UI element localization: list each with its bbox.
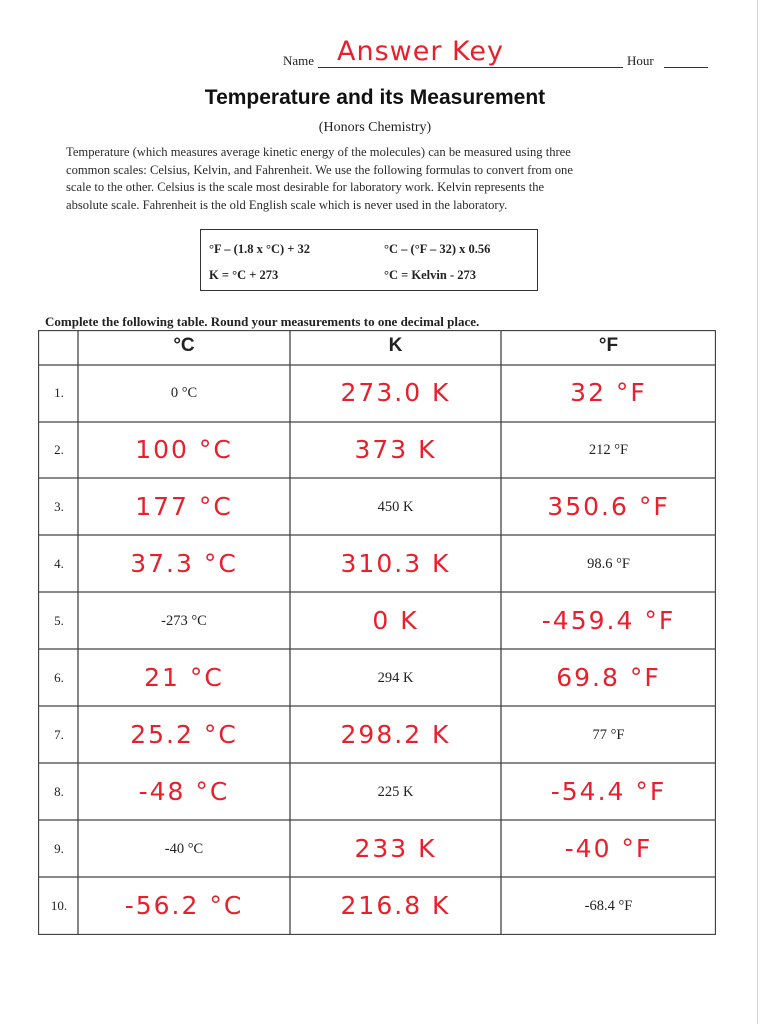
hour-line [664,67,708,68]
cell-fahrenheit-handwritten: -40 °F [564,834,653,863]
cell-kelvin-handwritten: 298.2 K [340,720,451,749]
formula-kelvin: K = °C + 273 [209,268,279,282]
row-number: 4. [54,556,64,571]
name-hour-row [283,36,713,74]
header-celsius: °C [173,335,195,356]
row-number: 3. [54,499,64,514]
formula-fahrenheit: °F – (1.8 x °C) + 32 [209,242,311,256]
cell-fahrenheit-handwritten: 69.8 °F [556,663,661,692]
worksheet-subtitle: (Honors Chemistry) [318,120,432,135]
row-number: 9. [54,841,64,856]
cell-celsius-handwritten: 21 °C [144,663,224,692]
cell-fahrenheit: 98.6 °F [587,556,630,572]
cell-fahrenheit-handwritten: -459.4 °F [541,606,676,635]
intro-paragraph [66,144,666,214]
row-number: 6. [54,670,64,685]
formula-celsius-from-kelvin: °C = Kelvin - 273 [384,268,476,282]
header-kelvin: K [388,335,403,356]
hour-label: Hour [627,53,654,68]
cell-fahrenheit: 77 °F [592,727,625,743]
cell-celsius-handwritten: 100 °C [135,435,233,464]
cell-celsius-handwritten: 177 °C [135,492,233,521]
cell-celsius-handwritten: -48 °C [138,777,230,806]
worksheet-title: Temperature and its Measurement [204,86,546,109]
intro-line: absolute scale. Fahrenheit is the old English scale which is never used in the laboratory. [66,197,508,212]
intro-line: Temperature (which measures average kinetic energy of the molecules) can be measured using three [66,145,571,159]
intro-line: common scales: Celsius, Kelvin, and Fahrenheit. We use the following formulas to convert from one [66,162,573,177]
cell-fahrenheit-handwritten: -54.4 °F [550,777,667,806]
cell-kelvin: 225 K [377,784,414,800]
formula-box [200,229,538,291]
header-fahrenheit: °F [598,335,619,356]
row-number: 5. [54,613,64,628]
name-value: Answer Key [337,36,504,67]
cell-celsius-handwritten: 25.2 °C [130,720,238,749]
row-number: 8. [54,784,64,799]
row-number: 2. [54,442,64,457]
table-instructions: Complete the following table. Round your measurements to one decimal place. [45,314,480,329]
row-number: 10. [50,898,68,913]
cell-kelvin: 294 K [377,670,414,686]
cell-celsius-handwritten: -56.2 °C [124,891,244,920]
row-number: 1. [54,385,64,400]
cell-celsius: -273 °C [161,613,207,629]
cell-kelvin-handwritten: 273.0 K [340,378,451,407]
cell-celsius: 0 °C [170,385,198,401]
cell-fahrenheit-handwritten: 350.6 °F [547,492,670,521]
cell-kelvin-handwritten: 216.8 K [340,891,451,920]
cell-kelvin-handwritten: 310.3 K [340,549,451,578]
cell-fahrenheit-handwritten: 32 °F [570,378,647,407]
cell-fahrenheit: 212 °F [588,442,629,458]
name-line [318,67,623,68]
page-edge [757,0,758,1024]
cell-kelvin-handwritten: 0 K [372,606,419,635]
cell-kelvin: 450 K [377,499,414,515]
formula-celsius-from-fahrenheit: °C – (°F – 32) x 0.56 [384,242,491,256]
cell-fahrenheit: -68.4 °F [584,898,633,914]
row-number: 7. [54,727,64,742]
cell-celsius: -40 °C [164,841,204,857]
name-label: Name [283,53,315,68]
cell-celsius-handwritten: 37.3 °C [130,549,238,578]
intro-line: scale to the other. Celsius is the scale most desirable for laboratory work. Kelvin represents the [66,180,545,194]
cell-kelvin-handwritten: 373 K [354,435,437,464]
cell-kelvin-handwritten: 233 K [354,834,437,863]
